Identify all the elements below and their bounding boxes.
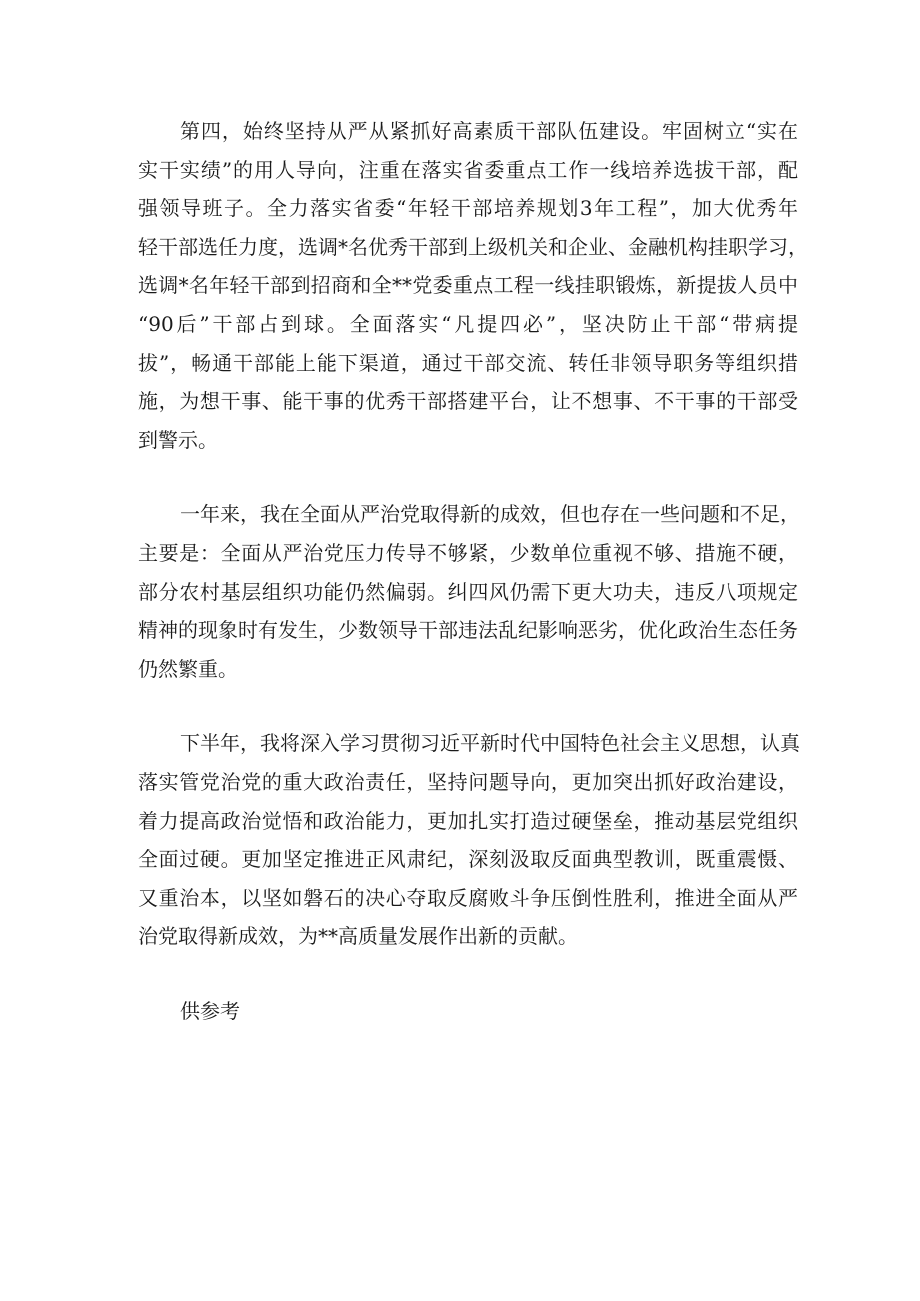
text-line: 全面过硬。更加坚定推进正风肃纪，深刻汲取反面典型教训，既重震慑、 xyxy=(138,847,798,872)
text-line: 落实管党治党的重大政治责任，坚持问题导向，更加突出抓好政治建设， xyxy=(138,769,798,794)
text-line: 到警示。 xyxy=(138,427,218,452)
text-line: 着力提高政治觉悟和政治能力，更加扎实打造过硬堡垒，推动基层党组织 xyxy=(138,808,798,833)
text-line: 部分农村基层组织功能仍然偏弱。纠四风仍需下更大功夫，违反八项规定 xyxy=(138,579,798,604)
paragraph-next-half-year xyxy=(138,724,798,956)
text-line: 选调*名年轻干部到招商和全**党委重点工程一线挂职锻炼，新提拔人员中 xyxy=(138,273,798,298)
document-body xyxy=(138,112,808,1066)
text-line: 轻干部选任力度，选调*名优秀干部到上级机关和企业、金融机构挂职学习， xyxy=(138,234,808,259)
paragraph-problems xyxy=(138,495,798,688)
paragraph-cadre-building xyxy=(138,112,808,459)
closing-text: 供参考 xyxy=(180,998,240,1023)
text-line: 一年来，我在全面从严治党取得新的成效，但也存在一些问题和不足， xyxy=(180,502,800,527)
text-line: 第四，始终坚持从严从紧抓好高素质干部队伍建设。牢固树立“实在 xyxy=(180,119,798,143)
text-line: 实干实绩”的用人导向，注重在落实省委重点工作一线培养选拔干部，配 xyxy=(138,157,798,182)
text-line: 精神的现象时有发生，少数领导干部违法乱纪影响恶劣，优化政治生态任务 xyxy=(138,618,798,643)
text-line: 又重治本，以坚如磐石的决心夺取反腐败斗争压倒性胜利，推进全面从严 xyxy=(138,885,798,910)
text-line: 施，为想干事、能干事的优秀干部搭建平台，让不想事、不干事的干部受 xyxy=(138,389,798,414)
text-line: 强领导班子。全力落实省委“年轻干部培养规划3年工程”，加大优秀年 xyxy=(138,196,798,221)
text-line: 仍然繁重。 xyxy=(138,656,238,681)
closing-note xyxy=(138,992,798,1031)
text-line: 治党取得新成效，为**高质量发展作出新的贡献。 xyxy=(138,924,578,949)
text-line: 下半年，我将深入学习贯彻习近平新时代中国特色社会主义思想，认真 xyxy=(180,731,800,756)
text-line: “90后”干部占到球。全面落实“凡提四必”，坚决防止干部“带病提 xyxy=(138,311,798,336)
text-line: 拔”，畅通干部能上能下渠道，通过干部交流、转任非领导职务等组织措 xyxy=(138,350,798,375)
text-line: 主要是：全面从严治党压力传导不够紧，少数单位重视不够、措施不硬， xyxy=(138,540,798,565)
